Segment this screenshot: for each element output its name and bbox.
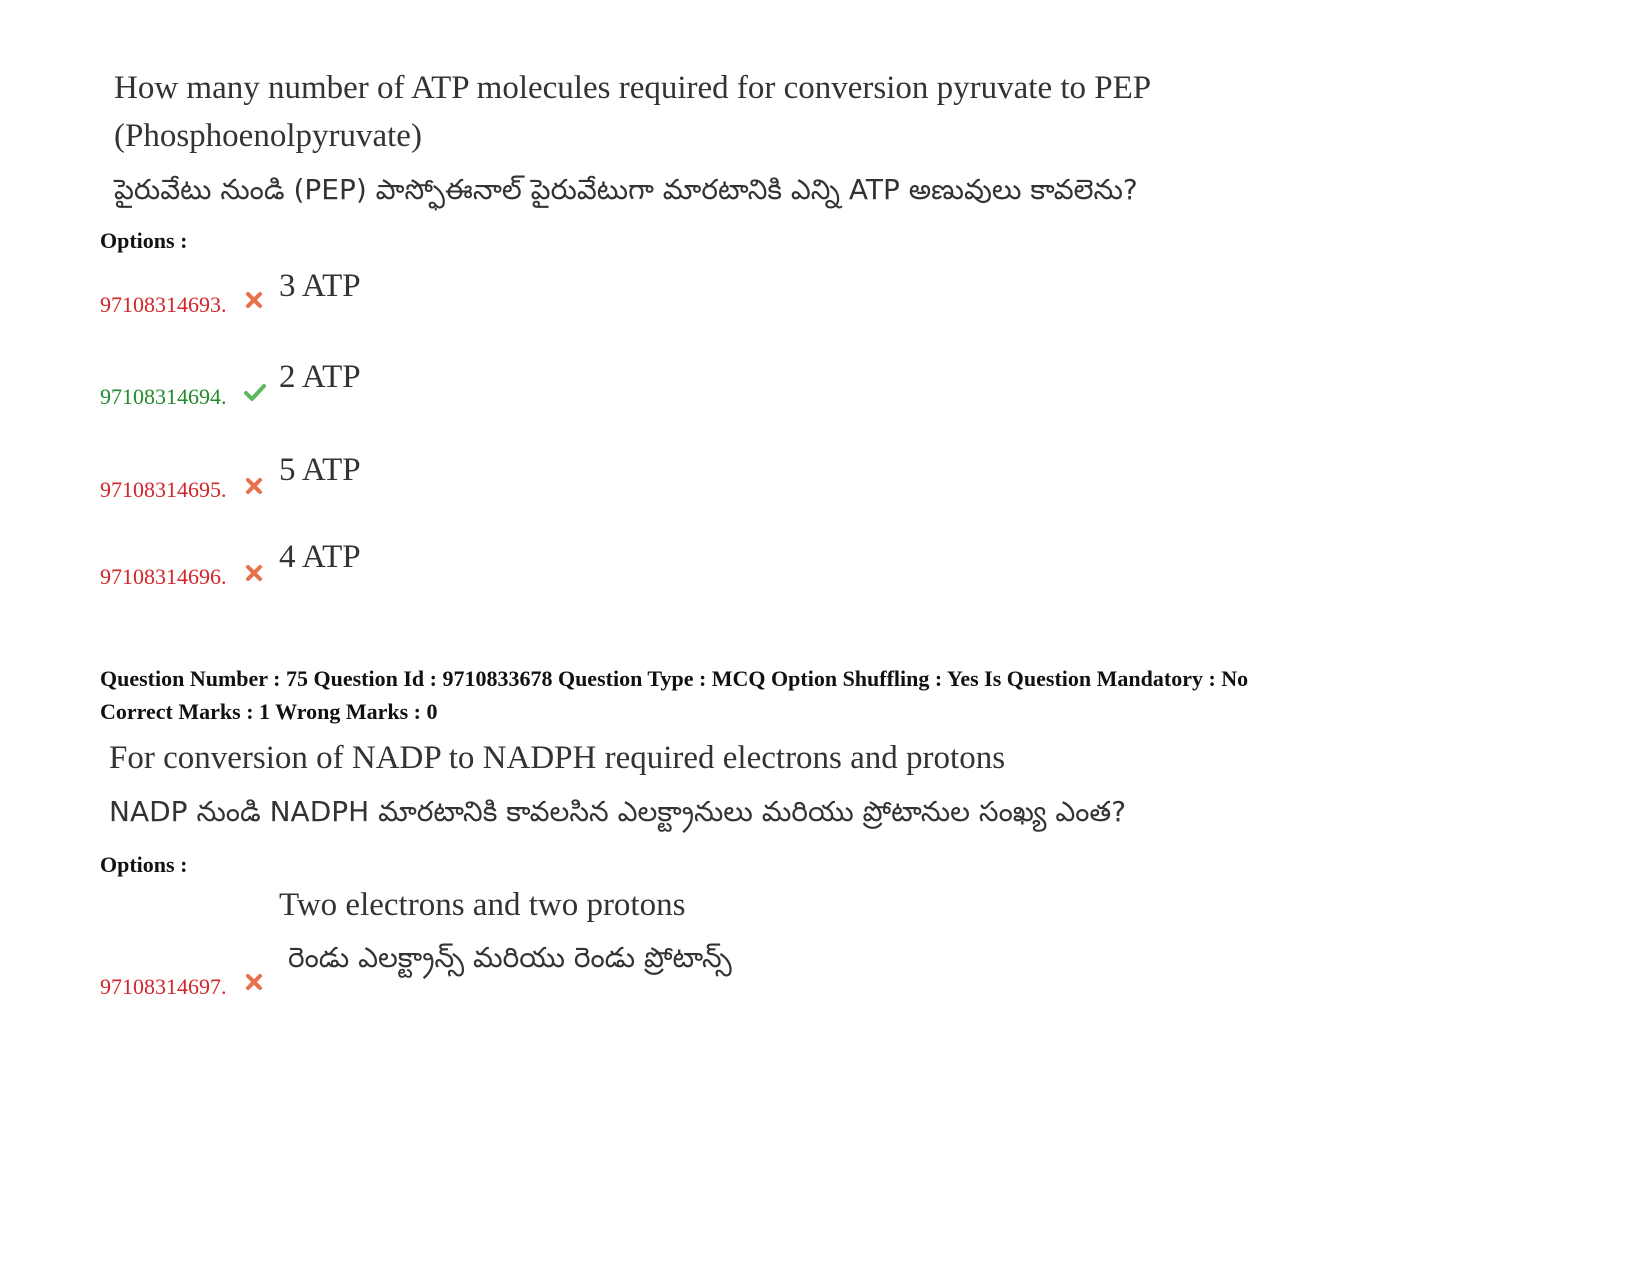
option-text: Two electrons and two protons: [279, 887, 686, 923]
options-label: Options :: [100, 852, 188, 877]
option-id: 97108314694.: [100, 384, 227, 409]
option-id: 97108314693.: [100, 292, 227, 317]
question-text-line1: How many number of ATP molecules required for conversion pyruvate to PEP: [114, 70, 1152, 106]
option-text: 2 ATP: [279, 359, 361, 395]
check-icon: [243, 382, 267, 402]
option-text: 4 ATP: [279, 539, 361, 575]
option-id: 97108314696.: [100, 564, 227, 589]
cross-icon: [244, 563, 264, 583]
option-id: 97108314697.: [100, 974, 227, 999]
options-label: Options :: [100, 228, 188, 253]
question-meta-line1: Question Number : 75 Question Id : 9710833678 Question Type : MCQ Option Shuffling : Yes Is Question Mandatory : No: [100, 666, 1249, 691]
option-id: 97108314695.: [100, 477, 227, 502]
question-text-telugu: పైరువేటు నుండి (PEP) పాస్ఫోఈనాల్ పైరువేటుగా మారటానికి ఎన్ని ATP అణువులు కావలెను?: [114, 173, 1138, 206]
option-text: 3 ATP: [279, 268, 361, 304]
question-text-telugu: NADP నుండి NADPH మారటానికి కావలసిన ఎలక్ట్రానులు మరియు ప్రోటానుల సంఖ్య ఎంత?: [109, 795, 1127, 828]
question-text-line2: (Phosphoenolpyruvate): [114, 118, 422, 154]
cross-icon: [244, 476, 264, 496]
cross-icon: [244, 290, 264, 310]
option-text: 5 ATP: [279, 452, 361, 488]
question-meta-line2: Correct Marks : 1 Wrong Marks : 0: [100, 699, 438, 724]
question-text: For conversion of NADP to NADPH required electrons and protons: [109, 740, 1006, 776]
option-text-telugu: రెండు ఎలక్ట్రాన్స్ మరియు రెండు ప్రోటాన్స్: [288, 941, 732, 974]
cross-icon: [244, 972, 264, 992]
